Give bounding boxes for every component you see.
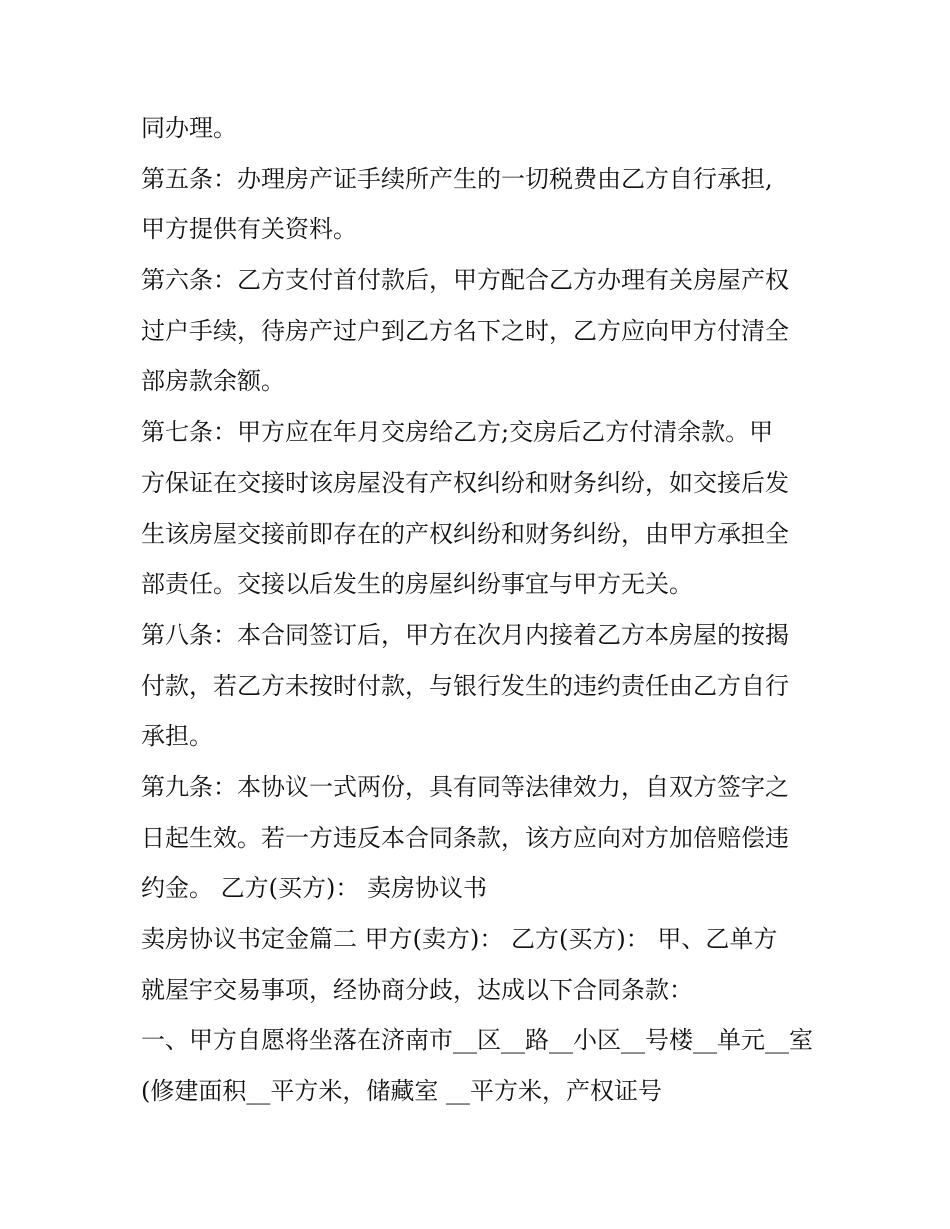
text-line: 部房款余额。 bbox=[141, 367, 285, 396]
text-line: 付款，若乙方未按时付款，与银行发生的违约责任由乙方自行 bbox=[141, 671, 789, 700]
text-line: 生该房屋交接前即存在的产权纠纷和财务纠纷，由甲方承担全 bbox=[141, 519, 789, 548]
text-line: 承担。 bbox=[141, 722, 213, 751]
text-line: 日起生效。若一方违反本合同条款，该方应向对方加倍赔偿违 bbox=[141, 823, 789, 852]
text-line: 部责任。交接以后发生的房屋纠纷事宜与甲方无关。 bbox=[141, 570, 693, 599]
text-line: 过户手续，待房产过户到乙方名下之时，乙方应向甲方付清全 bbox=[141, 316, 789, 345]
text-line: 甲方提供有关资料。 bbox=[141, 215, 357, 244]
text-line: 第八条：本合同签订后，甲方在次月内接着乙方本房屋的按揭 bbox=[141, 620, 789, 649]
document-body bbox=[141, 103, 821, 1117]
text-line: 同办理。 bbox=[141, 114, 237, 142]
text-line: 第七条：甲方应在年月交房给乙方;交房后乙方付清余款。甲 bbox=[141, 418, 774, 447]
text-line: (修建面积__平方米，储藏室 __平方米，产权证号 bbox=[141, 1077, 662, 1106]
text-line: 一、甲方自愿将坐落在济南市__区__路__小区__号楼__单元__室 bbox=[141, 1026, 813, 1055]
text-line: 第五条：办理房产证手续所产生的一切税费由乙方自行承担, bbox=[141, 164, 773, 193]
text-line: 第六条：乙方支付首付款后，甲方配合乙方办理有关房屋产权 bbox=[141, 266, 789, 295]
text-line: 约金。 乙方(买方)： 卖房协议书 bbox=[141, 874, 487, 903]
text-line: 第九条：本协议一式两份，具有同等法律效力，自双方签字之 bbox=[141, 772, 789, 801]
text-line: 就屋宇交易事项，经协商分歧，达成以下合同条款： bbox=[141, 975, 693, 1004]
text-line: 方保证在交接时该房屋没有产权纠纷和财务纠纷，如交接后发 bbox=[141, 468, 789, 497]
text-line: 卖房协议书定金篇二 甲方(卖方)： 乙方(买方)： 甲、乙单方 bbox=[141, 925, 778, 953]
